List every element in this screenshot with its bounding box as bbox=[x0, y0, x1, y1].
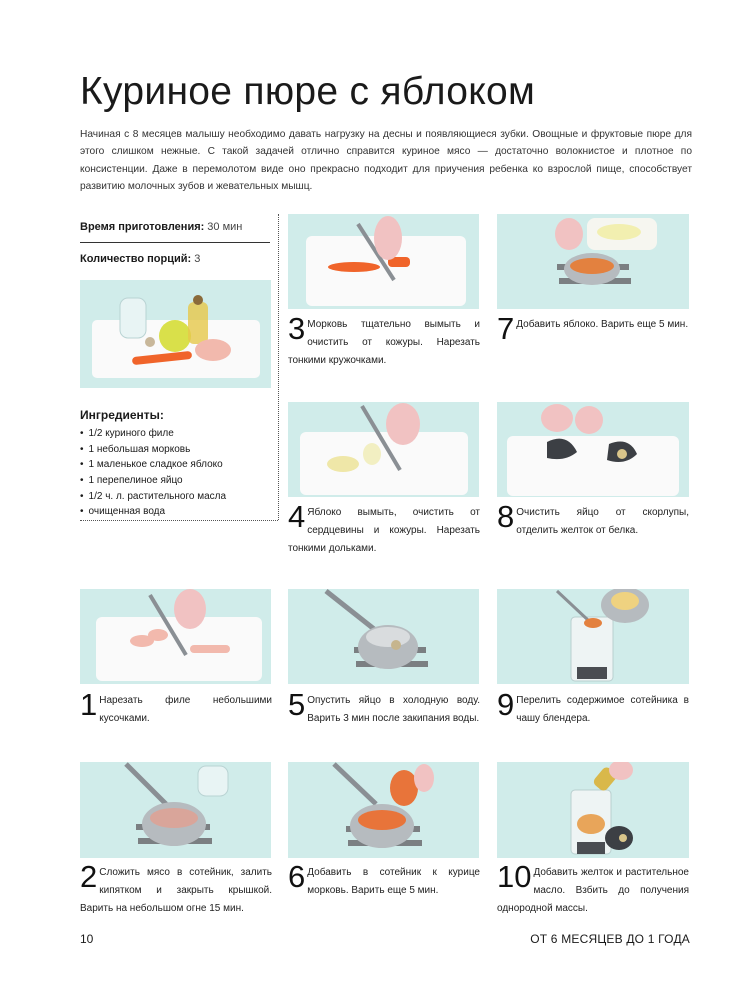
step-number: 3 bbox=[288, 311, 306, 346]
step-5 bbox=[288, 687, 480, 728]
step-number: 8 bbox=[497, 499, 515, 534]
step-text: Нарезать филе небольшими кусочками. bbox=[99, 695, 272, 724]
step-8-photo bbox=[497, 402, 689, 497]
step-6-photo bbox=[288, 762, 479, 858]
dotted-divider-horizontal bbox=[80, 520, 278, 521]
step-number: 4 bbox=[288, 499, 306, 534]
servings bbox=[80, 253, 200, 265]
ingredients-list bbox=[80, 426, 275, 520]
step-10-photo bbox=[497, 762, 689, 858]
servings-value: 3 bbox=[194, 253, 201, 265]
step-text: Опустить яйцо в холодную воду. Варить 3 мин после закипания воды. bbox=[307, 695, 480, 724]
intro-paragraph: Начиная с 8 месяцев малышу необходимо давать нагрузку на десны и появляющиеся зубки. Овощные и фруктовые пюре для этого слишком нежные. С такой задачей отлично справится куриное мясо — достаточно волокнистое и плотное по консистенции. Даже в перемолотом виде оно прекрасно подходит для приучения ребенка ко взрослой пище, способствует развитию молочных зубов и жевательных мышц. bbox=[80, 129, 692, 193]
step-number: 2 bbox=[80, 859, 98, 894]
step-number: 7 bbox=[497, 311, 515, 346]
step-1-photo bbox=[80, 589, 271, 684]
step-9 bbox=[497, 687, 689, 728]
step-6 bbox=[288, 859, 480, 900]
step-number: 9 bbox=[497, 687, 515, 722]
page-number: 10 bbox=[80, 932, 94, 946]
ingredients-photo bbox=[80, 280, 271, 388]
ingredient-item: • 1/2 ч. л. растительного масла bbox=[80, 489, 275, 505]
step-5-photo bbox=[288, 589, 479, 684]
dotted-divider-vertical bbox=[278, 214, 279, 520]
step-number: 1 bbox=[80, 687, 98, 722]
step-text: Очистить яйцо от скорлупы, отделить желток от белка. bbox=[516, 507, 689, 536]
step-3 bbox=[288, 311, 480, 370]
step-1 bbox=[80, 687, 272, 728]
step-10 bbox=[497, 859, 689, 918]
ingredient-item: • очищенная вода bbox=[80, 504, 275, 520]
page-title: Куриное пюре с яблоком bbox=[80, 70, 536, 113]
cooking-time-label: Время приготовления: bbox=[80, 221, 205, 233]
ingredients-title: Ингредиенты: bbox=[80, 408, 164, 422]
cooking-time-value: 30 мин bbox=[207, 221, 243, 233]
step-text: Добавить яблоко. Варить еще 5 мин. bbox=[516, 319, 689, 330]
cooking-time bbox=[80, 221, 242, 233]
ingredient-item: • 1/2 куриного филе bbox=[80, 426, 275, 442]
step-text: Сложить мясо в сотейник, залить кипятком и закрыть крышкой. Варить на небольшом огне 15 мин. bbox=[80, 867, 272, 914]
step-number: 10 bbox=[497, 859, 532, 894]
meta-divider bbox=[80, 242, 270, 243]
section-title: ОТ 6 МЕСЯЦЕВ ДО 1 ГОДА bbox=[530, 932, 690, 946]
step-4-photo bbox=[288, 402, 479, 497]
step-text: Перелить содержимое сотейника в чашу блендера. bbox=[516, 695, 689, 724]
step-2 bbox=[80, 859, 272, 918]
step-2-photo bbox=[80, 762, 271, 858]
step-7 bbox=[497, 311, 689, 346]
ingredient-item: • 1 небольшая морковь bbox=[80, 442, 275, 458]
step-7-photo bbox=[497, 214, 689, 309]
step-text: Морковь тщательно вымыть и очистить от кожуры. Нарезать тонкими кружочками. bbox=[288, 319, 480, 366]
step-text: Добавить желток и растительное масло. Взбить до получения однородной массы. bbox=[497, 867, 689, 914]
step-3-photo bbox=[288, 214, 479, 309]
servings-label: Количество порций: bbox=[80, 253, 192, 265]
ingredient-item: • 1 перепелиное яйцо bbox=[80, 473, 275, 489]
step-9-photo bbox=[497, 589, 689, 684]
step-4 bbox=[288, 499, 480, 558]
step-8 bbox=[497, 499, 689, 540]
ingredient-item: • 1 маленькое сладкое яблоко bbox=[80, 457, 275, 473]
step-number: 5 bbox=[288, 687, 306, 722]
step-text: Яблоко вымыть, очистить от сердцевины и кожуры. Нарезать тонкими дольками. bbox=[288, 507, 480, 554]
step-number: 6 bbox=[288, 859, 306, 894]
step-text: Добавить в сотейник к курице морковь. Варить еще 5 мин. bbox=[307, 867, 480, 896]
